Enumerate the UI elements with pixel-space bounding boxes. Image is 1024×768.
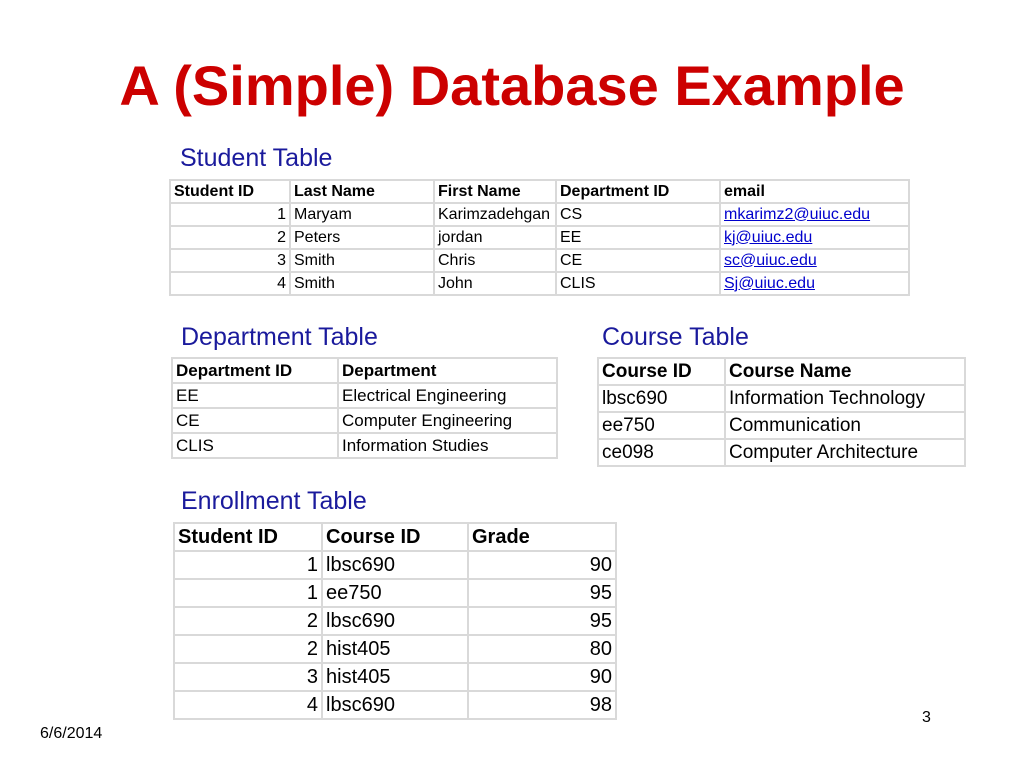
- table-row: [170, 272, 909, 295]
- email-cell: [720, 226, 909, 249]
- table-row: [170, 226, 909, 249]
- slide-title: A (Simple) Database Example: [119, 54, 905, 117]
- course-id-cell: ee750: [598, 412, 725, 439]
- course-id-cell: lbsc690: [322, 691, 468, 719]
- department-id-cell: CLIS: [172, 433, 338, 458]
- department-id-cell: CE: [172, 408, 338, 433]
- student-id-cell: 4: [170, 272, 290, 295]
- grade-cell: 95: [468, 579, 616, 607]
- course-id-cell: lbsc690: [322, 607, 468, 635]
- course-id-cell: hist405: [322, 663, 468, 691]
- email-cell: [720, 272, 909, 295]
- department-id-cell: CLIS: [556, 272, 720, 295]
- last-name-cell: Smith: [290, 272, 434, 295]
- first-name-cell: Chris: [434, 249, 556, 272]
- table-row: [174, 579, 616, 607]
- course-name-cell: Communication: [725, 412, 965, 439]
- course-id-cell: ee750: [322, 579, 468, 607]
- table-row: [174, 663, 616, 691]
- table-header-row: [170, 180, 909, 203]
- column-header-grade: Grade: [468, 523, 616, 551]
- grade-cell: 95: [468, 607, 616, 635]
- department-id-cell: EE: [172, 383, 338, 408]
- column-header-department: Department: [338, 358, 557, 383]
- table-row: [598, 385, 965, 412]
- column-header-course-name: Course Name: [725, 358, 965, 385]
- student-id-cell: 3: [170, 249, 290, 272]
- column-header-course-id: Course ID: [598, 358, 725, 385]
- first-name-cell: jordan: [434, 226, 556, 249]
- first-name-cell: Karimzadehgan: [434, 203, 556, 226]
- student-table-caption: Student Table: [180, 144, 333, 172]
- column-header-first-name: First Name: [434, 180, 556, 203]
- table-row: [172, 383, 557, 408]
- department-name-cell: Computer Engineering: [338, 408, 557, 433]
- table-row: [170, 249, 909, 272]
- table-header-row: [598, 358, 965, 385]
- department-id-cell: CE: [556, 249, 720, 272]
- page-number: 3: [922, 709, 931, 726]
- student-id-cell: 4: [174, 691, 322, 719]
- table-row: [172, 433, 557, 458]
- table-row: [174, 691, 616, 719]
- table-header-row: [172, 358, 557, 383]
- course-table: [597, 357, 966, 467]
- grade-cell: 90: [468, 551, 616, 579]
- grade-cell: 80: [468, 635, 616, 663]
- last-name-cell: Maryam: [290, 203, 434, 226]
- student-id-cell: 2: [174, 635, 322, 663]
- course-id-cell: hist405: [322, 635, 468, 663]
- column-header-student-id: Student ID: [174, 523, 322, 551]
- student-id-cell: 3: [174, 663, 322, 691]
- column-header-student-id: Student ID: [170, 180, 290, 203]
- course-table-caption: Course Table: [602, 323, 749, 351]
- department-name-cell: Electrical Engineering: [338, 383, 557, 408]
- student-id-cell: 1: [170, 203, 290, 226]
- department-id-cell: EE: [556, 226, 720, 249]
- table-row: [170, 203, 909, 226]
- slide-date: 6/6/2014: [40, 725, 103, 742]
- course-name-cell: Information Technology: [725, 385, 965, 412]
- table-row: [598, 412, 965, 439]
- course-id-cell: ce098: [598, 439, 725, 466]
- column-header-last-name: Last Name: [290, 180, 434, 203]
- department-table-caption: Department Table: [181, 323, 378, 351]
- table-row: [172, 408, 557, 433]
- column-header-department-id: Department ID: [556, 180, 720, 203]
- enrollment-table-caption: Enrollment Table: [181, 487, 367, 515]
- column-header-email: email: [720, 180, 909, 203]
- table-row: [598, 439, 965, 466]
- department-id-cell: CS: [556, 203, 720, 226]
- student-table: [169, 179, 910, 296]
- course-id-cell: lbsc690: [322, 551, 468, 579]
- student-id-cell: 2: [174, 607, 322, 635]
- email-link[interactable]: sc@uiuc.edu: [724, 251, 817, 269]
- grade-cell: 90: [468, 663, 616, 691]
- department-table: [171, 357, 558, 459]
- enrollment-table: [173, 522, 617, 720]
- grade-cell: 98: [468, 691, 616, 719]
- email-link[interactable]: Sj@uiuc.edu: [724, 274, 815, 292]
- column-header-course-id: Course ID: [322, 523, 468, 551]
- table-row: [174, 551, 616, 579]
- column-header-department-id: Department ID: [172, 358, 338, 383]
- student-id-cell: 1: [174, 579, 322, 607]
- student-id-cell: 2: [170, 226, 290, 249]
- email-cell: [720, 203, 909, 226]
- email-link[interactable]: kj@uiuc.edu: [724, 228, 813, 246]
- table-row: [174, 635, 616, 663]
- last-name-cell: Smith: [290, 249, 434, 272]
- student-id-cell: 1: [174, 551, 322, 579]
- table-header-row: [174, 523, 616, 551]
- first-name-cell: John: [434, 272, 556, 295]
- email-link[interactable]: mkarimz2@uiuc.edu: [724, 205, 871, 223]
- last-name-cell: Peters: [290, 226, 434, 249]
- course-id-cell: lbsc690: [598, 385, 725, 412]
- table-row: [174, 607, 616, 635]
- course-name-cell: Computer Architecture: [725, 439, 965, 466]
- department-name-cell: Information Studies: [338, 433, 557, 458]
- email-cell: [720, 249, 909, 272]
